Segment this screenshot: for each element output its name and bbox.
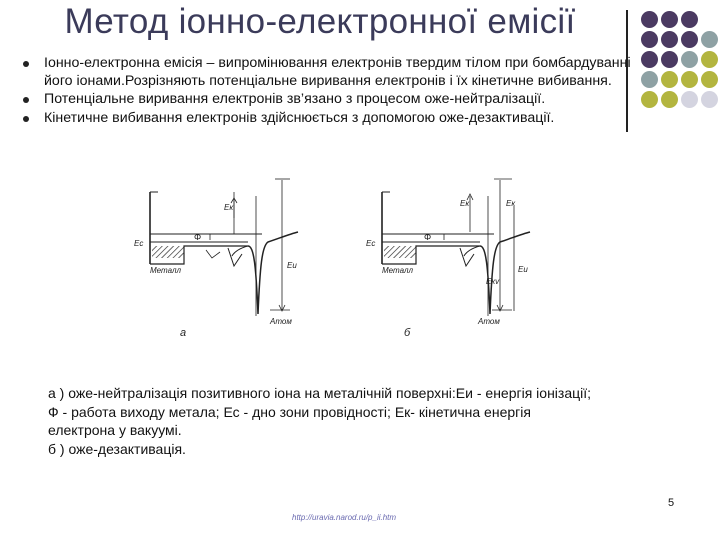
bullet-item: Іонно-електронна емісія – випромінювання електронів твердим тілом при бомбардуванні його іонами.Розрізняють потенціальне виривання електронів і їх кінетичне вибивання. (22, 55, 632, 90)
dot (681, 31, 698, 48)
dot (701, 31, 718, 48)
diagram-panel-a (134, 179, 298, 339)
dot (641, 51, 658, 68)
panel-label-b: б (404, 327, 411, 339)
label-ek-a: Eк (224, 203, 234, 212)
label-ei-a: Eи (287, 261, 297, 270)
label-phi-b: Φ (424, 232, 432, 242)
caption-line: а ) оже-нейтралізація позитивного іона на металічній поверхні:Еи - енергія іонізації; (48, 385, 592, 401)
dot (661, 91, 678, 108)
filled-band (152, 246, 184, 258)
dot (681, 91, 698, 108)
dot (641, 11, 658, 28)
bullet-item: Кінетичне вибивання електронів здійснюється з допомогою оже-дезактивації. (22, 110, 632, 128)
label-ei-b: Eи (518, 265, 528, 274)
dot (701, 91, 718, 108)
dot (641, 31, 658, 48)
bullet-item: Потенціальне виривання електронів зв’язано з процесом оже-нейтралізації. (22, 91, 632, 109)
caption-line: Ф - работа виходу метала; Ес - дно зони провідності; Ек- кінетична енергія (48, 403, 531, 420)
caption-line: б ) оже-дезактивація. (48, 440, 186, 457)
bullet-list (22, 55, 632, 128)
label-atom-b: Атом (478, 317, 500, 326)
dot (701, 51, 718, 68)
label-ek-top-b: Eк (506, 199, 516, 208)
slide-title: Метод іонно-електронної емісії (64, 2, 576, 41)
energy-diagram (130, 176, 550, 346)
label-phi-a: Φ (194, 232, 202, 242)
footer-url-link[interactable]: http://uravia.narod.ru/p_ii.htm (292, 513, 397, 522)
dot (661, 31, 678, 48)
dot (681, 11, 698, 28)
dot (661, 71, 678, 88)
filled-band (384, 246, 416, 258)
label-metal-b: Металл (382, 266, 413, 275)
dot (641, 71, 658, 88)
panel-label-a: а (180, 327, 187, 339)
dot (681, 71, 698, 88)
dot (681, 51, 698, 68)
label-ekv-b: Eкv (486, 277, 500, 286)
dot (661, 51, 678, 68)
page-number: 5 (668, 497, 675, 509)
decorative-dot-grid (638, 8, 718, 118)
label-metal-a: Металл (150, 266, 181, 275)
dot (641, 91, 658, 108)
caption-line: електрона у вакуумі. (48, 422, 182, 438)
label-ek-b: Eк (460, 199, 470, 208)
label-ec-a: Ec (134, 239, 144, 248)
diagram-panel-b (366, 179, 530, 339)
label-atom-a: Атом (270, 317, 292, 326)
label-ec-b: Ec (366, 239, 376, 248)
dot (661, 11, 678, 28)
figure-caption (48, 384, 698, 458)
dot (701, 71, 718, 88)
